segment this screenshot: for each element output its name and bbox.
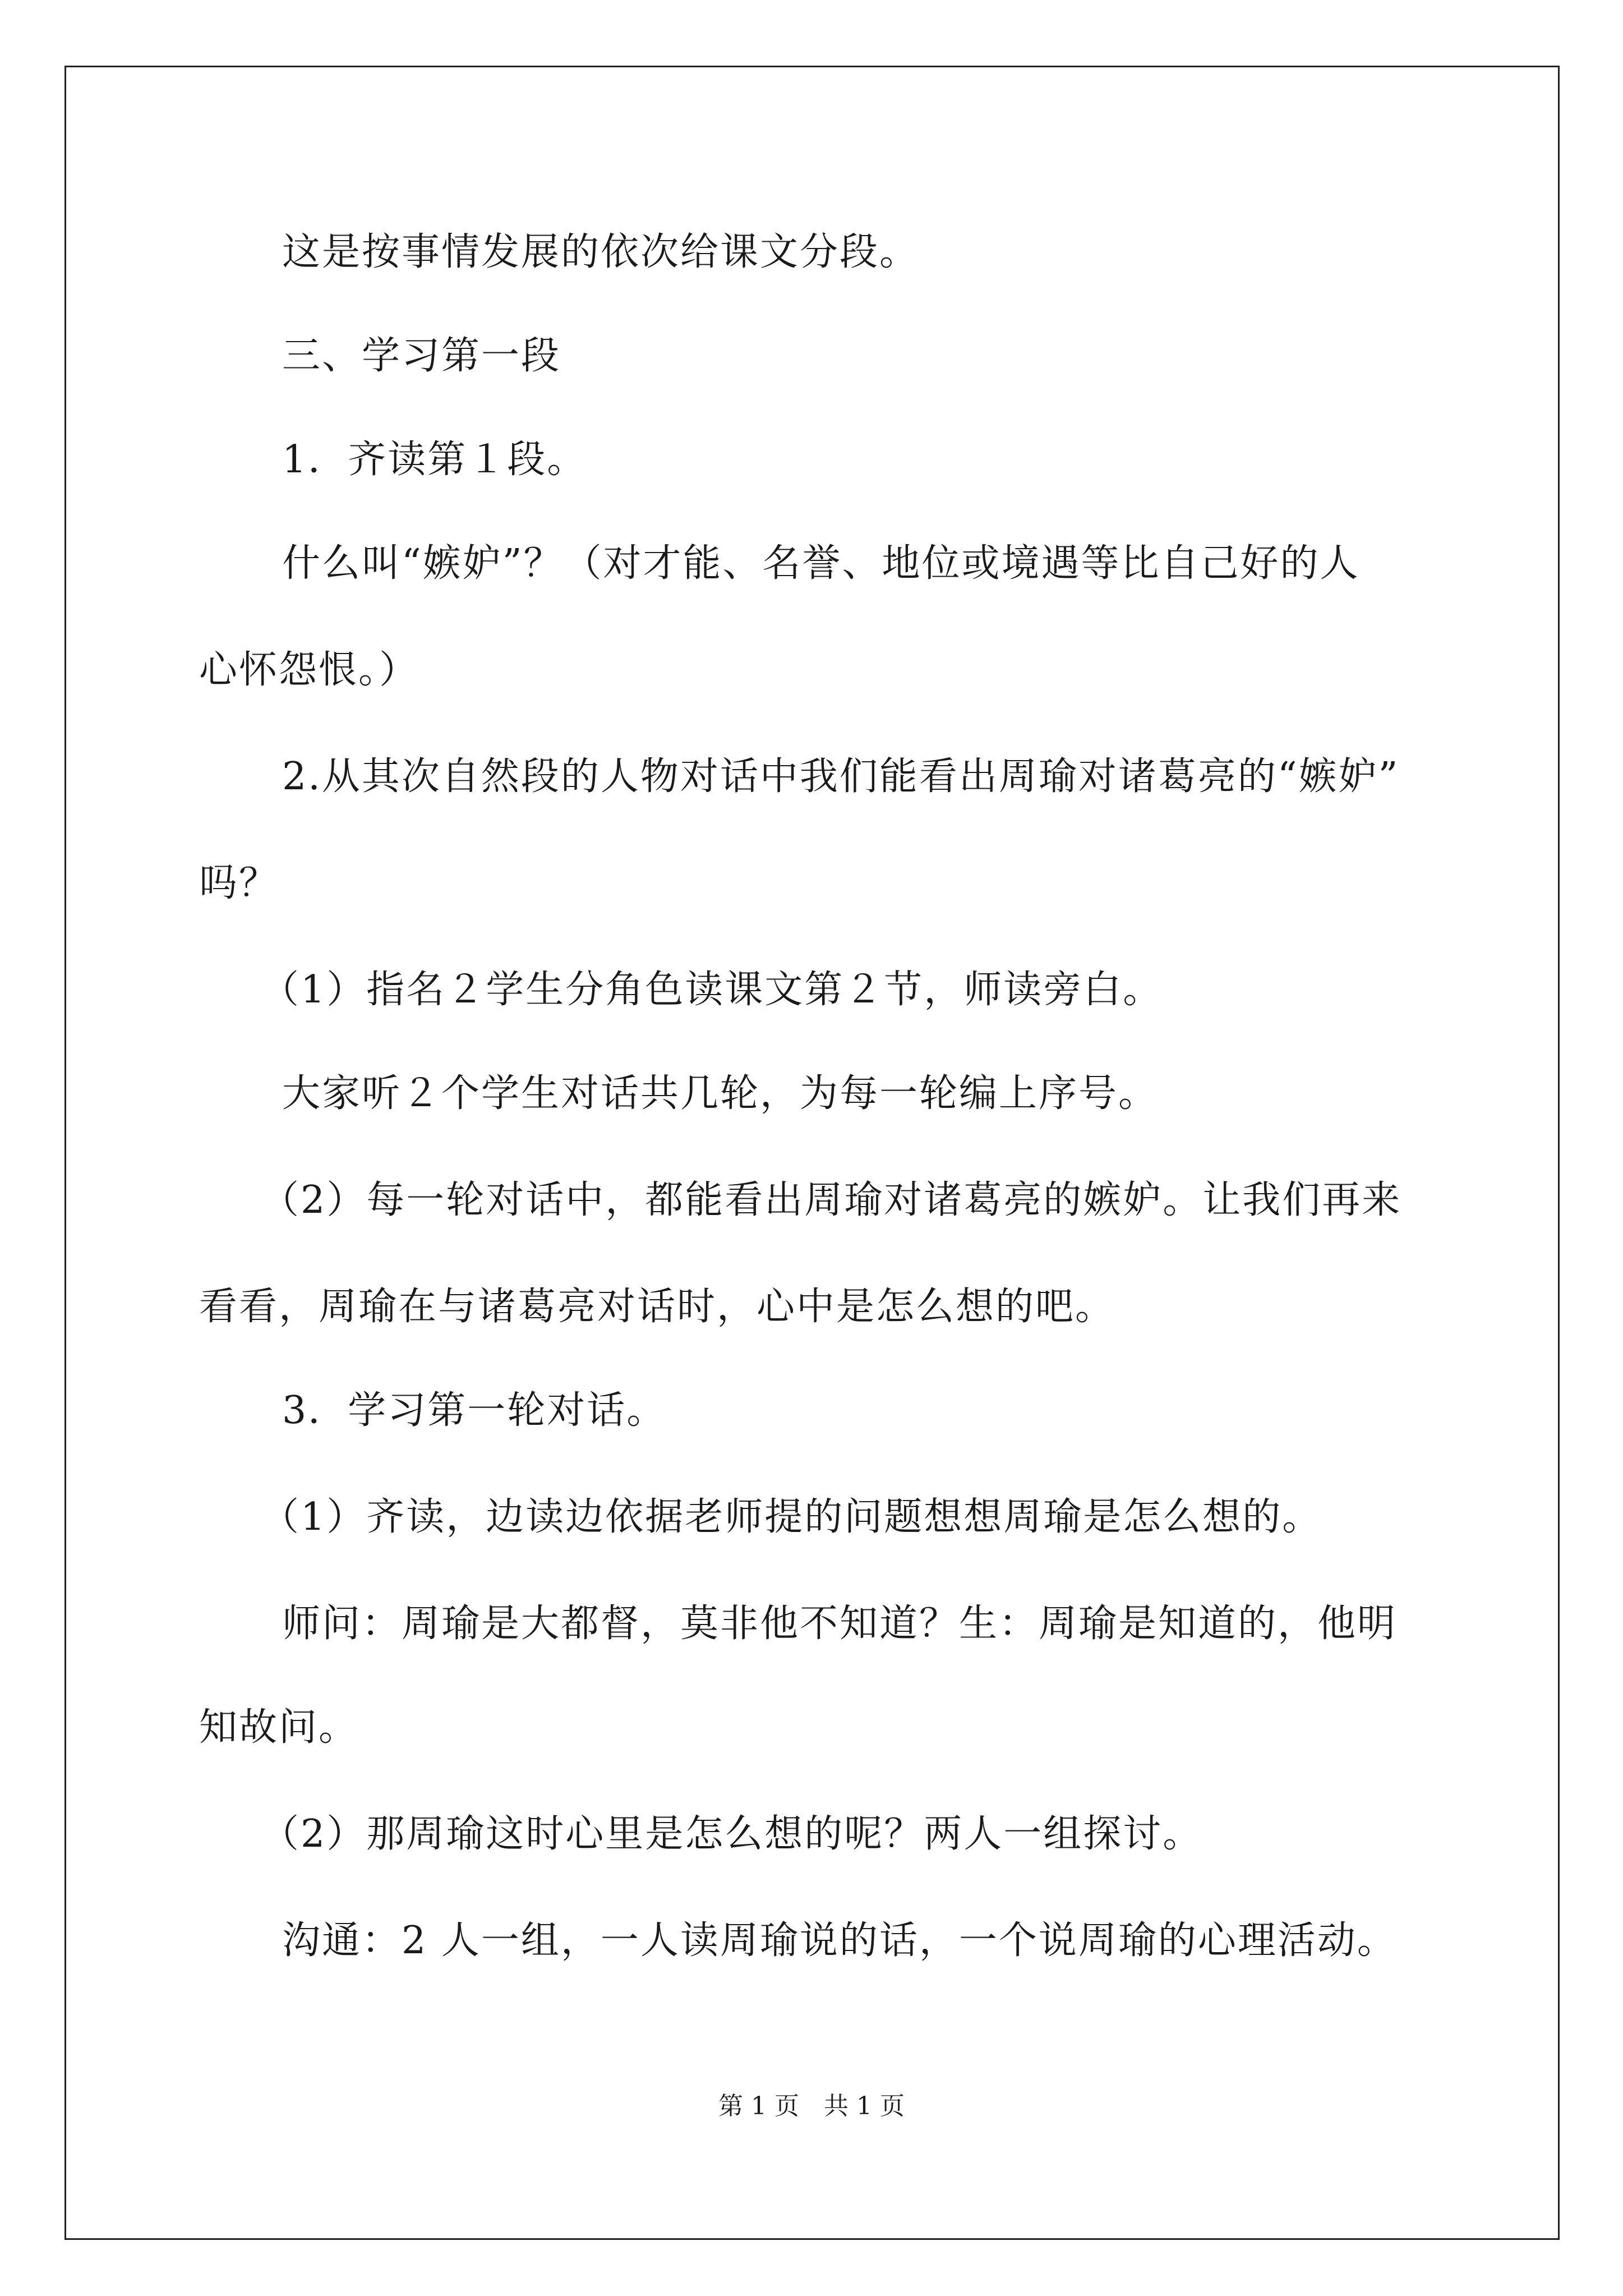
page-border [64, 66, 1560, 2240]
line-4: 什么叫“嫉妒”？（对才能、名誉、地位或境遇等比自己好的人 [282, 541, 1360, 586]
line-16: （2）那周瑜这时心里是怎么想的呢？两人一组探讨。 [261, 1812, 1203, 1856]
line-3: 1．齐读第１段。 [282, 438, 587, 482]
line-2-section-heading: 三、学习第一段 [282, 334, 561, 378]
line-14: 师问：周瑜是大都督，莫非他不知道？生：周瑜是知道的，他明 [282, 1602, 1398, 1646]
line-5: 心怀怨恨。） [199, 648, 419, 692]
line-10: （2）每一轮对话中，都能看出周瑜对诸葛亮的嫉妒。让我们再来 [261, 1178, 1402, 1222]
line-6: 2.从其次自然段的人物对话中我们能看出周瑜对诸葛亮的“嫉妒” [282, 754, 1400, 799]
line-8: （1）指名２学生分角色读课文第２节，师读旁白。 [261, 968, 1163, 1012]
line-9: 大家听２个学生对话共几轮，为每一轮编上序号。 [282, 1071, 1159, 1116]
line-11: 看看，周瑜在与诸葛亮对话时，心中是怎么想的吧。 [199, 1285, 1115, 1329]
line-13: （1）齐读，边读边依据老师提的问题想想周瑜是怎么想的。 [261, 1495, 1322, 1539]
line-1: 这是按事情发展的依次给课文分段。 [282, 230, 920, 274]
page-footer: 第 1 页 共 1 页 [718, 2092, 905, 2120]
line-15: 知故问。 [199, 1705, 359, 1750]
line-7: 吗？ [199, 861, 279, 905]
line-12: 3．学习第一轮对话。 [282, 1388, 667, 1433]
line-17: 沟通：2 人一组，一人读周瑜说的话，一个说周瑜的心理活动。 [282, 1918, 1397, 1963]
